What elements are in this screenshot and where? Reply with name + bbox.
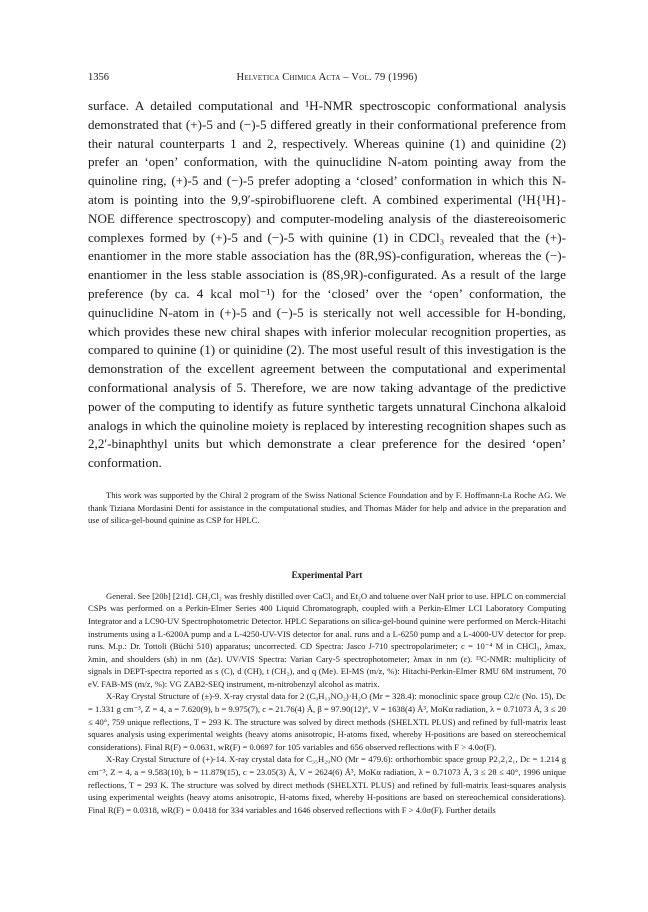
xray-9-paragraph: X-Ray Crystal Structure of (±)-9. X-ray crystal data for 2 (C₉H₁₃NO₂)·H₂O (Mr = 328.4): monoclinic space group C2/c (No. 15), Dc = 1.331 g cm⁻³, Z = 4, a = 7.620(9), b = 9.975(7), c = 21.76(4) Å, β = 97.90(12)°, V = 1638(4) Å³, MoKα radiation, λ = 0.71073 Å, 3 ≤ 2θ ≤ 40°, 759 unique reflections, T = 293 K. The structure was solved by direct methods (SHELXTL PLUS) and refined by full-matrix least squares analysis using experimental weights (heavy atoms anisotropic, H-atoms fixed, whereby H-positions are based on stereochemical considerations). Final R(F) = 0.0631, wR(F) = 0.0697 for 105 variables and 656 observed reflections with F > 4.0σ(F). (88, 691, 566, 752)
xray-14-paragraph: X-Ray Crystal Structure of (+)-14. X-ray crystal data for C₃₅H₂₉NO (Mr = 479.6): orthorhombic space group P2₁2₁2₁, Dc = 1.214 g cm⁻³, Z = 4, a = 9.583(10), b = 11.879(15), c = 23.05(3) Å, V = 2624(6) Å³, MoKα radiation, λ = 0.71073 Å, 3 ≤ 2θ ≤ 40°, 1996 unique reflections, T = 293 K. The structure was solved by direct methods (SHELXTL PLUS) and refined by full-matrix least-squares analysis using experimental weights (heavy atoms anisotropic, H-atoms fixed, whereby H-positions are based on stereochemical considerations). Final R(F) = 0.0318, wR(F) = 0.0418 for 334 variables and 1646 observed reflections with F > 4.0σ(F). Further details (88, 754, 566, 815)
journal-title: Helvetica Chimica Acta – Vol. 79 (1996) (236, 72, 418, 83)
general-paragraph: General. See [20b] [21d]. CH₂Cl₂ was freshly distilled over CaCl₂ and Et₂O and toluene over NaH prior to use. HPLC on commercial CSPs was performed on a Perkin-Elmer Series 400 Liquid Chromatograph, coupled with a Perkin-Elmer LCI Laboratory Computing Integrator and a LC90-UV Spectrophotometric Detector. HPLC Separations on silica-gel-bound quinine were performed on Merck-Hitachi instruments using a L-6200A pump and a L-4250-UV-VIS detector for anal. runs and a L-6250 pump and a L-4000-UV detector for prep. runs. M.p.: Dr. Tottoli (Büchi 510) apparatus; uncorrected. CD Spectra: Jasco J-710 spectropolarimeter; c = 10⁻⁴ M in CHCl₃, λmax, λmin, and shoulders (sh) in nm (Δε). UV/VIS Spectra: Varian Cary-5 spectrophotometer; λmax in nm (ε). ¹³C-NMR: multiplicity of signals in DEPT-spectra reported as s (C), d (CH), t (CH₂), and q (Me). EI-MS (m/z, %): Hitachi-Perkin-Elmer RMU 6M instrument, 70 eV. FAB-MS (m/z, %): VG ZAB2-SEQ instrument, m-nitrobenzyl alcohol as matrix. (88, 590, 566, 689)
main-paragraph: surface. A detailed computational and ¹H-NMR spectroscopic conformational analysis demonstrated that (+)-5 and (−)-5 differed greatly in their conformational preference from their natural counterparts 1 and 2, respectively. Whereas quinine (1) and quinidine (2) prefer an ‘open’ conformation, with the quinuclidine N-atom pointing away from the quinoline ring, (+)-5 and (−)-5 prefer adopting a ‘closed’ conformation in which this N-atom is pointing into the 9,9′-spirobifluorene cleft. A combined experimental (¹H{¹H}-NOE difference spectroscopy) and computer-modeling analysis of the diastereoisomeric complexes formed by (+)-5 and (−)-5 with quinine (1) in CDCl₃ revealed that the (+)-enantiomer in the more stable association has the (8R,9S)-configuration, whereas the (−)-enantiomer in the less stable association is (8S,9R)-configurated. As a result of the large preference (by ca. 4 kcal mol⁻¹) for the ‘closed’ over the ‘open’ conformation, the quinuclidine N-atom in (+)-5 and (−)-5 is sterically not well accessible for H-bonding, which provides these new chiral shapes with inferior molecular recognition properties, as compared to quinine (1) or quinidine (2). The most useful result of this investigation is the demonstration of the excellent agreement between the computational and experimental conformational analysis of 5. Therefore, we are now taking advantage of the predictive power of the computing to identify as future synthetic targets unnatural Cinchona alkaloid analogs in which the quinoline moiety is replaced by interesting recognition shapes such as 2,2′-binaphthyl units but which demonstrate a clear preference for the desired ‘open’ conformation. (88, 98, 566, 471)
section-heading: Experimental Part (291, 569, 363, 580)
page-number: 1356 (88, 72, 109, 83)
page-body (88, 97, 566, 816)
acknowledgment-paragraph: This work was supported by the Chiral 2 program of the Swiss National Science Foundation and by F. Hoffmann-La Roche AG. We thank Tiziana Mordasini Denti for assistance in the computational studies, and Thomas Mäder for help and advice in the preparation and use of silica-gel-bound quinine as CSP for HPLC. (88, 489, 566, 526)
running-header (88, 72, 566, 86)
